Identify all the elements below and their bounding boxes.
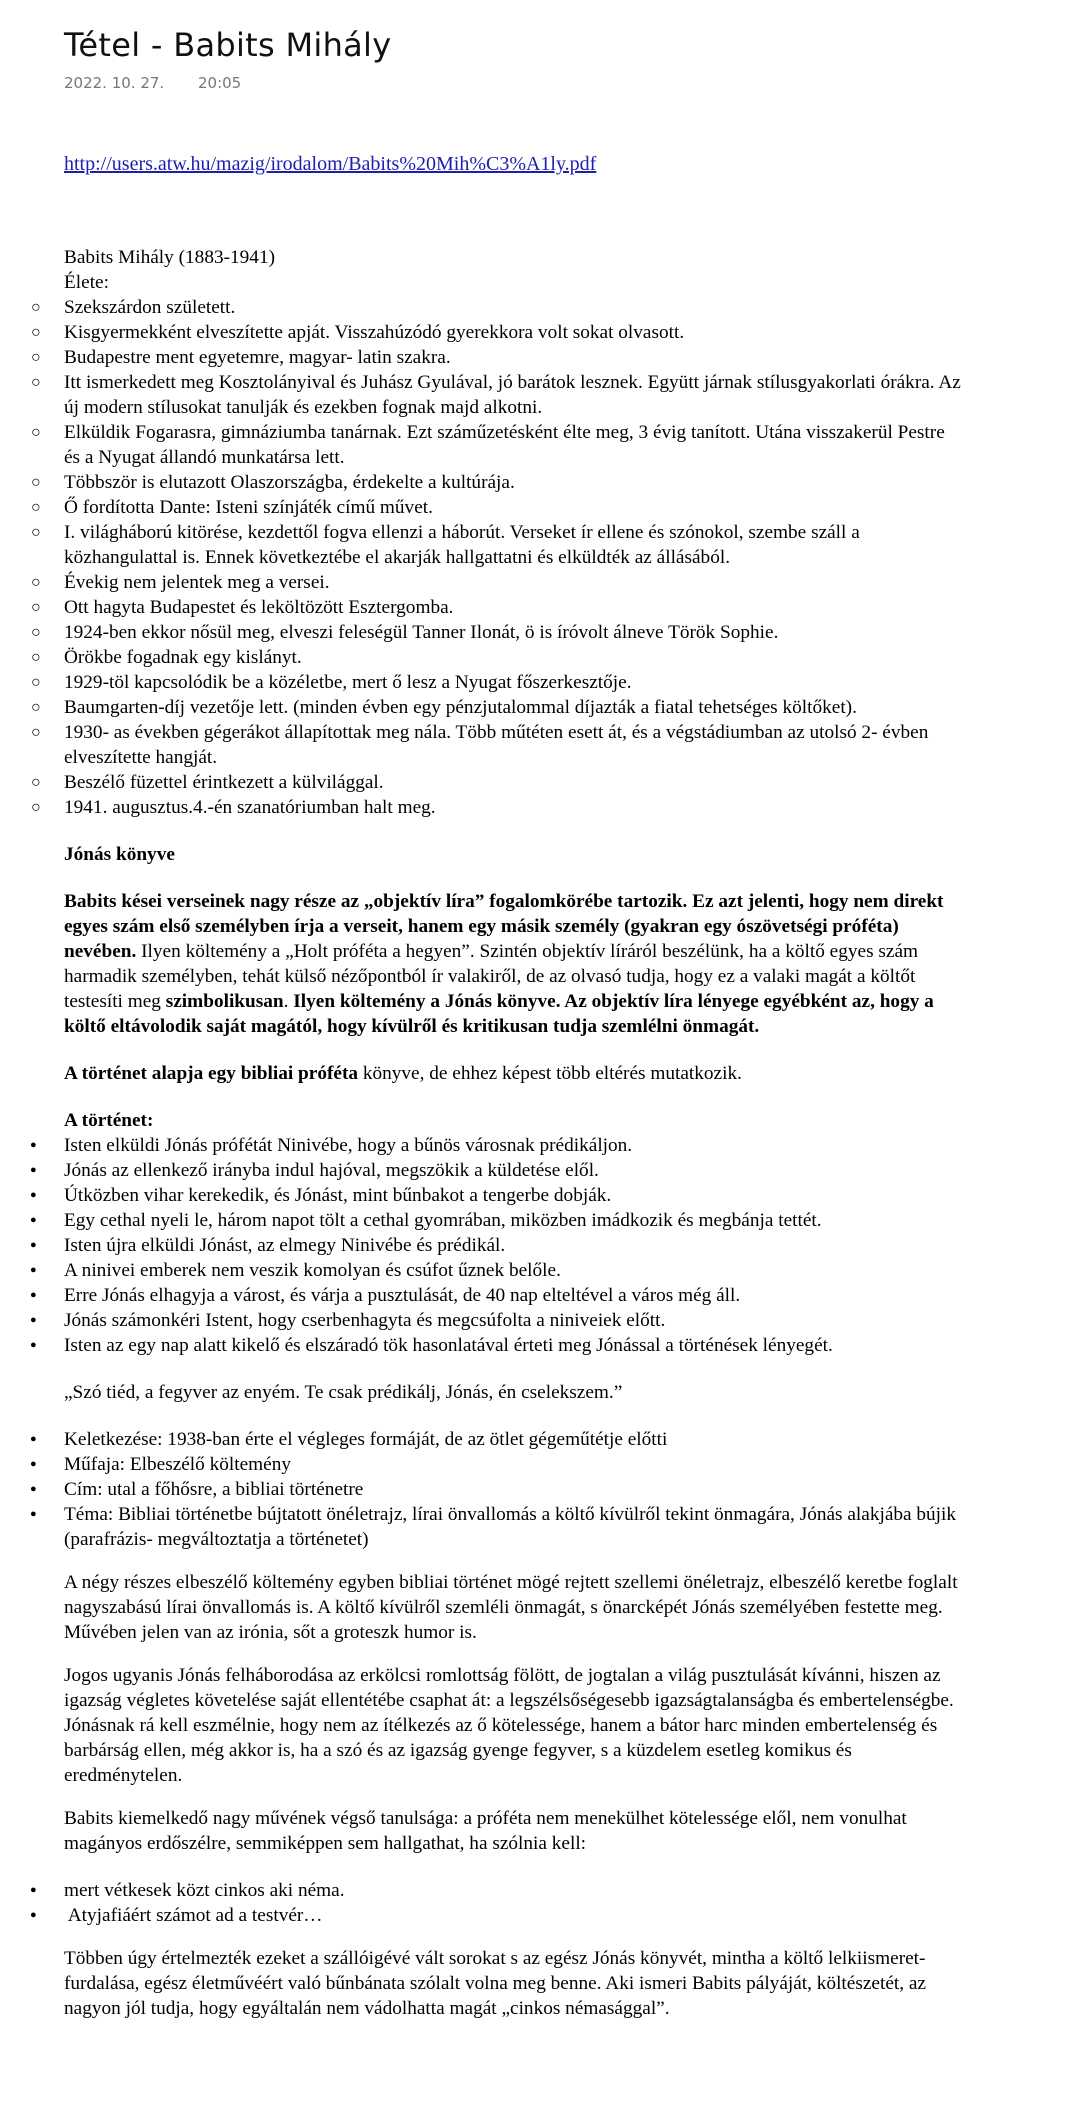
list-item: ○ 1929-töl kapcsolódik be a közéletbe, mert ő lesz a Nyugat főszerkesztője.: [64, 670, 964, 695]
list-item: ○ Örökbe fogadnak egy kislányt.: [64, 645, 964, 670]
list-item: ● Isten elküldi Jónás prófétát Ninivébe, hogy a bűnös városnak prédikáljon.: [64, 1133, 964, 1158]
list-item: ● Keletkezése: 1938-ban érte el végleges formáját, de az ötlet gégeműtétje előtti: [64, 1427, 964, 1452]
bio-name: Babits Mihály (1883-1941): [64, 247, 276, 268]
paragraph: Jogos ugyanis Jónás felháborodása az erkölcsi romlottság fölött, de jogtalan a világ pusztulását kívánni, hiszen az igazság végletes követelése saját ellentétébe csaphat át: a legszélsőségesebb igazságtalanságba és embertelenségbe. Jónásnak rá kell eszmélnie, hogy nem az ítélkezés az ő kötelessége, hanem a bátor harc minden embertelenség és barbárság ellen, még akkor is, ha a szó és az igazság gyenge fegyver, s a küzdelem esetleg komikus és eredménytelen.: [64, 1665, 954, 1786]
list-item: ● Egy cethal nyeli le, három napot tölt a cethal gyomrában, miközben imádkozik és megbánja tettét.: [64, 1208, 964, 1233]
page-title: Tétel - Babits Mihály: [64, 26, 392, 64]
section-heading: Jónás könyve: [64, 844, 175, 865]
note-date: 2022. 10. 27.: [64, 74, 165, 92]
facts-list: [64, 1427, 964, 1552]
paragraph: Többen úgy értelmezték ezeket a szállóigévé vált sorokat s az egész Jónás könyvét, mintha a költő lelkiismeret-furdalása, egész életművéért való bűnbánata szólalt volna meg benne. Aki ismeri Babits pályáját, költészetét, az nagyon jól tudja, hogy egyáltalán nem vádolhatta magát „cinkos némasággal”.: [64, 1948, 926, 2019]
quote-line: „Szó tiéd, a fegyver az enyém. Te csak prédikálj, Jónás, én cselekszem.”: [64, 1382, 623, 1403]
paragraph-objective-lyric: Babits kései verseinek nagy része az „objektív líra” fogalomkörébe tartozik. Ez azt jelenti, hogy nem direkt egyes szám első személyben írja a verseit, hanem egy másik személy (gyakran egy ószövetségi próféta) nevében. Ilyen költemény a „Holt próféta a hegyen”. Szintén objektív líráról beszélünk, ha a költő egyes szám harmadik személyben, tehát külső nézőpontból ír valakiről, de az olvasó tudja, hogy ez a valaki magát a költőt testesíti meg szimbolikusan. Ilyen költemény a Jónás könyve. Az objektív líra lényege egyébként az, hogy a költő eltávolodik saját magától, hogy kívülről és kritikusan tudja szemlélni önmagát.: [64, 891, 944, 1037]
quotes-list: [64, 1878, 964, 1928]
story-list: [64, 1133, 964, 1358]
bio-list: [64, 295, 964, 820]
list-item: ● Atyjafiáért számot ad a testvér…: [64, 1903, 964, 1928]
list-item: ● Jónás számonkéri Istent, hogy cserbenhagyta és megcsúfolta a niniveiek előtt.: [64, 1308, 964, 1333]
list-item: ● Isten az egy nap alatt kikelő és elszáradó tök hasonlatával érteti meg Jónással a történések lényegét.: [64, 1333, 964, 1358]
list-item: ● Műfaja: Elbeszélő költemény: [64, 1452, 964, 1477]
list-item: ● Cím: utal a főhősre, a bibliai történetre: [64, 1477, 964, 1502]
note-time: 20:05: [198, 74, 242, 92]
list-item: ● Isten újra elküldi Jónást, az elmegy Ninivébe és prédikál.: [64, 1233, 964, 1258]
paragraph: Babits kiemelkedő nagy művének végső tanulsága: a próféta nem menekülhet kötelessége elől, nem vonulhat magányos erdőszélre, semmiképpen sem hallgathat, ha szólnia kell:: [64, 1808, 907, 1854]
list-item: ● Útközben vihar kerekedik, és Jónást, mint bűnbakot a tengerbe dobják.: [64, 1183, 964, 1208]
list-item: ○ 1924-ben ekkor nősül meg, elveszi feleségül Tanner Ilonát, ö is íróvolt álneve Török Sophie.: [64, 620, 964, 645]
list-item: ○ Kisgyermekként elveszítette apját. Visszahúzódó gyerekkora volt sokat olvasott.: [64, 320, 964, 345]
source-link[interactable]: http://users.atw.hu/mazig/irodalom/Babits%20Mih%C3%A1ly.pdf: [64, 153, 597, 175]
list-item: ● Téma: Bibliai történetbe bújtatott önéletrajz, lírai önvallomás a költő kívülről tekint önmagára, Jónás alakjába bújik (parafrázis- megváltoztatja a történetet): [64, 1502, 964, 1552]
list-item: ● Erre Jónás elhagyja a várost, és várja a pusztulását, de 40 nap elteltével a város még áll.: [64, 1283, 964, 1308]
list-item: ○ Beszélő füzettel érintkezett a külvilággal.: [64, 770, 964, 795]
list-item: ● Jónás az ellenkező irányba indul hajóval, megszökik a küldetése elől.: [64, 1158, 964, 1183]
list-item: ○ Itt ismerkedett meg Kosztolányival és Juhász Gyulával, jó barátok lesznek. Együtt járnak stílusgyakorlati órákra. Az új modern stílusokat tanulják és ezekben fognak majd alkotni.: [64, 370, 964, 420]
list-item: ○ Ő fordította Dante: Isteni színjáték című művet.: [64, 495, 964, 520]
paragraph: A négy részes elbeszélő költemény egyben bibliai történet mögé rejtett szellemi önéletrajz, elbeszélő keretbe foglalt nagyszabású lírai önvallomás is. A költő kívülről szemléli önmagát, s önarcképét Jónás személyében festette meg. Művében jelen van az irónia, sőt a groteszk humor is.: [64, 1572, 958, 1643]
paragraph-biblical-basis: A történet alapja egy bibliai próféta könyve, de ehhez képest több eltérés mutatkozik.: [64, 1063, 742, 1084]
list-item: ○ Budapestre ment egyetemre, magyar- latin szakra.: [64, 345, 964, 370]
list-item: ● A ninivei emberek nem veszik komolyan és csúfot űznek belőle.: [64, 1258, 964, 1283]
list-item: ○ Szekszárdon született.: [64, 295, 964, 320]
list-item: ○ 1941. augusztus.4.-én szanatóriumban halt meg.: [64, 795, 964, 820]
list-item: ○ Elküldik Fogarasra, gimnáziumba tanárnak. Ezt száműzetésként élte meg, 3 évig tanított. Utána visszakerül Pestre és a Nyugat állandó munkatársa lett.: [64, 420, 964, 470]
list-item: ● mert vétkesek közt cinkos aki néma.: [64, 1878, 964, 1903]
note-content: [64, 245, 964, 2021]
list-item: ○ Baumgarten-díj vezetője lett. (minden évben egy pénzjutalommal díjazták a fiatal tehetséges költőket).: [64, 695, 964, 720]
list-item: ○ Ott hagyta Budapestet és leköltözött Esztergomba.: [64, 595, 964, 620]
list-item: ○ Többször is elutazott Olaszországba, érdekelte a kultúrája.: [64, 470, 964, 495]
list-item: ○ 1930- as években gégerákot állapítottak meg nála. Több műtéten esett át, és a végstádiumban az utolsó 2- évben elveszítette hangját.: [64, 720, 964, 770]
list-item: ○ Évekig nem jelentek meg a versei.: [64, 570, 964, 595]
story-label: A történet:: [64, 1110, 154, 1131]
list-item: ○ I. világháború kitörése, kezdettől fogva ellenzi a háborút. Verseket ír ellene és szónokol, szembe száll a közhangulattal is. Ennek következtébe el akarják hallgattatni és elküldték az állásából.: [64, 520, 964, 570]
bio-life-label: Élete:: [64, 272, 109, 293]
